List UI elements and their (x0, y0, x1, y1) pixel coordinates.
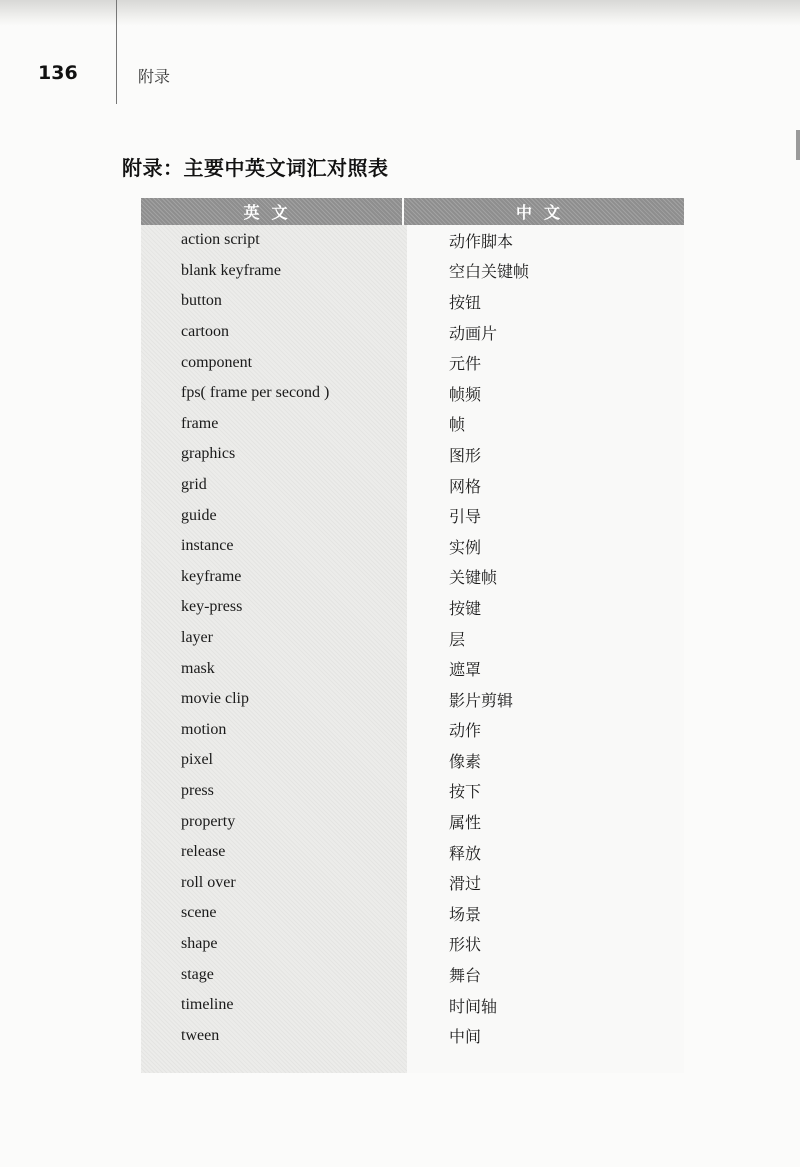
term-english: release (181, 843, 226, 861)
term-chinese: 图形 (449, 445, 482, 465)
table-row (141, 776, 684, 807)
table-row (141, 898, 684, 929)
term-english: instance (181, 537, 234, 555)
table-row (141, 378, 684, 409)
term-chinese: 中间 (449, 1027, 482, 1047)
table-header (141, 198, 684, 225)
table-row (141, 959, 684, 990)
term-chinese: 像素 (449, 751, 482, 771)
term-english: component (181, 353, 253, 371)
term-chinese: 释放 (449, 843, 482, 863)
right-edge-mark (796, 130, 800, 160)
term-chinese: 影片剪辑 (449, 690, 514, 710)
term-chinese: 层 (449, 629, 466, 649)
table-row (141, 653, 684, 684)
table-row (141, 439, 684, 470)
table-row (141, 256, 684, 287)
term-chinese: 实例 (449, 537, 482, 557)
term-chinese: 按下 (449, 782, 482, 802)
term-chinese: 网格 (449, 476, 482, 496)
term-chinese: 空白关键帧 (449, 262, 530, 282)
column-header-english: 英文 (141, 198, 402, 225)
table-row (141, 347, 684, 378)
table-row (141, 867, 684, 898)
term-chinese: 舞台 (449, 966, 482, 986)
table-row (141, 500, 684, 531)
term-chinese: 场景 (449, 904, 482, 924)
term-english: shape (181, 934, 218, 952)
table-row (141, 715, 684, 746)
table-row (141, 225, 684, 256)
term-english: press (181, 781, 214, 799)
top-scan-shadow (0, 0, 800, 26)
term-chinese: 按钮 (449, 292, 482, 312)
running-header-section: 附录 (138, 67, 171, 86)
term-chinese: 遮罩 (449, 660, 482, 680)
column-header-chinese: 中文 (404, 198, 684, 225)
term-chinese: 帧 (449, 415, 466, 435)
term-english: key-press (181, 598, 243, 616)
page-number: 136 (38, 62, 78, 84)
term-chinese: 引导 (449, 507, 482, 527)
term-english: tween (181, 1026, 220, 1044)
table-row (141, 990, 684, 1021)
table-row (141, 837, 684, 868)
term-english: action script (181, 231, 260, 249)
table-row (141, 531, 684, 562)
term-chinese: 关键帧 (449, 568, 498, 588)
term-english: fps( frame per second ) (181, 384, 330, 402)
table-row (141, 745, 684, 776)
term-english: blank keyframe (181, 261, 281, 279)
term-english: roll over (181, 873, 236, 891)
term-chinese: 形状 (449, 935, 482, 955)
table-row (141, 806, 684, 837)
page-title: 附录：主要中英文词汇对照表 (122, 156, 389, 180)
term-english: layer (181, 629, 213, 647)
term-chinese: 元件 (449, 354, 482, 374)
table-row (141, 623, 684, 654)
table-body (141, 225, 684, 1051)
term-english: button (181, 292, 222, 310)
term-english: stage (181, 965, 214, 983)
term-chinese: 时间轴 (449, 996, 498, 1016)
term-chinese: 属性 (449, 813, 482, 833)
term-english: movie clip (181, 690, 249, 708)
term-english: pixel (181, 751, 213, 769)
table-row (141, 1020, 684, 1051)
term-chinese: 帧频 (449, 384, 482, 404)
header-divider (116, 0, 117, 104)
term-chinese: 按键 (449, 598, 482, 618)
table-row (141, 562, 684, 593)
table-row (141, 592, 684, 623)
term-chinese: 滑过 (449, 874, 482, 894)
term-english: graphics (181, 445, 236, 463)
table-row (141, 684, 684, 715)
term-english: property (181, 812, 236, 830)
term-english: timeline (181, 996, 234, 1014)
table-row (141, 286, 684, 317)
term-chinese: 动画片 (449, 323, 498, 343)
term-english: motion (181, 720, 227, 738)
table-row (141, 929, 684, 960)
term-english: keyframe (181, 567, 242, 585)
term-chinese: 动作脚本 (449, 231, 514, 251)
glossary-table (141, 198, 684, 1051)
term-english: cartoon (181, 323, 229, 341)
term-english: mask (181, 659, 215, 677)
table-row (141, 317, 684, 348)
term-chinese: 动作 (449, 721, 482, 741)
term-english: frame (181, 414, 219, 432)
table-row (141, 470, 684, 501)
term-english: grid (181, 476, 207, 494)
term-english: guide (181, 506, 217, 524)
table-row (141, 409, 684, 440)
term-english: scene (181, 904, 217, 922)
